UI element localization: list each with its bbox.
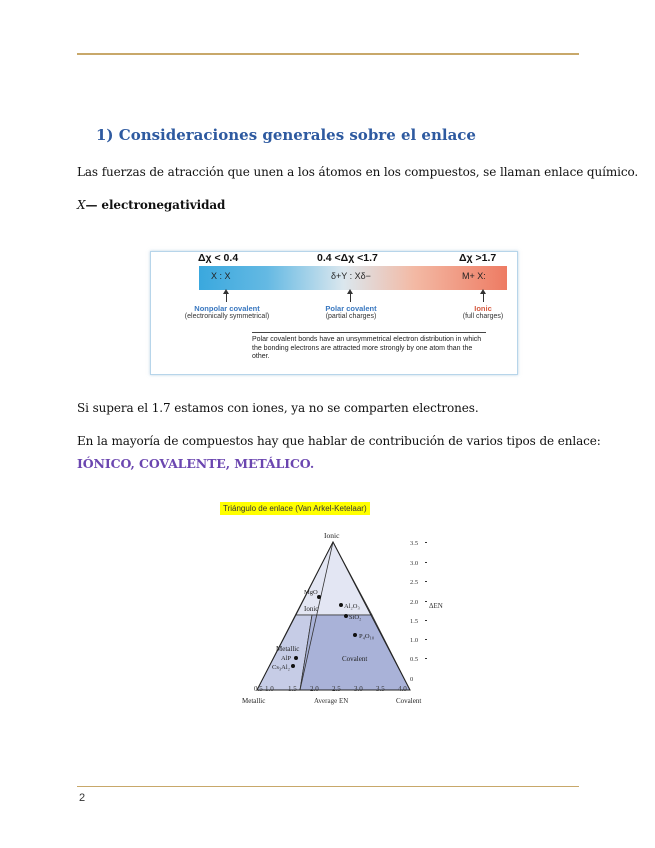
bonding-triangle-figure <box>220 502 460 712</box>
y-tick-marks <box>425 542 427 659</box>
type-ionic: Ionic <box>474 304 492 313</box>
header-rule <box>77 53 579 55</box>
label-ionic-region: Ionic <box>304 605 319 613</box>
page-number: 2 <box>79 792 86 804</box>
y-tick: 1.5 <box>410 618 419 625</box>
y-tick: 3.5 <box>410 540 419 547</box>
x-tick: 4.0 <box>398 685 407 693</box>
y-tick: 3.0 <box>410 560 419 567</box>
subtitle-polar: (partial charges) <box>325 313 377 320</box>
label-metallic-region: Metallic <box>276 645 300 653</box>
electronegativity-scale-figure <box>150 251 518 375</box>
bar-label-ionic: M+ X: <box>462 271 486 281</box>
label-p4o10: P₄O₁₀ <box>359 633 375 640</box>
range-nonpolar: Δχ < 0.4 <box>198 252 239 264</box>
arrow-up-icon <box>483 291 484 302</box>
paragraph-bond-contribution: En la mayoría de compuestos hay que hablar de contribución de varios tipos de enlace: <box>77 434 601 448</box>
label-mgo: MgO <box>304 589 318 596</box>
x-tick: 3.0 <box>354 685 363 693</box>
paragraph-electronegativity <box>77 198 225 212</box>
y-tick: 2.5 <box>410 579 419 586</box>
x-axis-label: Average EN <box>314 697 349 705</box>
label-sio2: SiO₂ <box>349 614 362 621</box>
triangle-title: Triángulo de enlace (Van Arkel-Ketelaar) <box>220 502 370 515</box>
x-tick: 2.5 <box>332 685 341 693</box>
x-tick: 1.0 <box>265 685 274 693</box>
label-al2o3: Al₂O₃ <box>344 603 360 610</box>
vertex-covalent: Covalent <box>396 697 422 705</box>
y-tick: 0 <box>410 676 414 683</box>
arrow-up-icon <box>350 291 351 302</box>
x-tick: 3.5 <box>376 685 385 693</box>
label-cs3al2: Cs₃Al₂ <box>272 664 290 671</box>
x-tick: 0.5 <box>254 685 263 693</box>
type-polar-covalent: Polar covalent <box>325 304 377 313</box>
y-tick: 1.0 <box>410 637 419 644</box>
bar-label-polar: δ+Y : Xδ− <box>331 271 371 281</box>
x-tick: 1.5 <box>288 685 297 693</box>
label-alp: AlP <box>281 655 292 662</box>
footer-rule <box>77 786 579 787</box>
point-cs3al2 <box>291 664 295 668</box>
electronegativity-label: — electronegatividad <box>85 198 226 212</box>
point-al2o3 <box>339 603 343 607</box>
x-tick: 2.0 <box>310 685 319 693</box>
point-sio2 <box>344 614 348 618</box>
arrow-up-icon <box>226 291 227 302</box>
vertex-metallic: Metallic <box>242 697 266 705</box>
vertex-ionic: Ionic <box>324 531 340 540</box>
polar-covalent-note: Polar covalent bonds have an unsymmetrical electron distribution in which the bonding electrons are attracted more strongly by one atom than the other. <box>252 332 486 362</box>
point-p4o10 <box>353 633 357 637</box>
point-alp <box>294 656 298 660</box>
y-tick: 0.5 <box>410 656 419 663</box>
subtitle-nonpolar: (electronically symmetrical) <box>184 313 270 320</box>
paragraph-bond-types: IÓNICO, COVALENTE, METÁLICO. <box>77 456 315 471</box>
range-ionic: Δχ >1.7 <box>459 252 497 264</box>
y-axis-label: ΔEN <box>429 602 443 610</box>
bar-label-nonpolar: X : X <box>211 271 231 281</box>
y-tick: 2.0 <box>410 599 419 606</box>
region-covalent <box>300 615 410 690</box>
range-polar: 0.4 <Δχ <1.7 <box>317 252 378 264</box>
chi-symbol: X <box>77 198 86 212</box>
type-nonpolar-covalent: Nonpolar covalent <box>194 304 260 313</box>
paragraph-chemical-bond: Las fuerzas de atracción que unen a los átomos en los compuestos, se llaman enlace químico. <box>77 165 639 179</box>
paragraph-ions: Si supera el 1.7 estamos con iones, ya no se comparten electrones. <box>77 401 479 415</box>
label-covalent-region: Covalent <box>342 655 368 663</box>
subtitle-ionic: (full charges) <box>462 313 504 320</box>
section-heading: 1) Consideraciones generales sobre el enlace <box>96 126 476 144</box>
